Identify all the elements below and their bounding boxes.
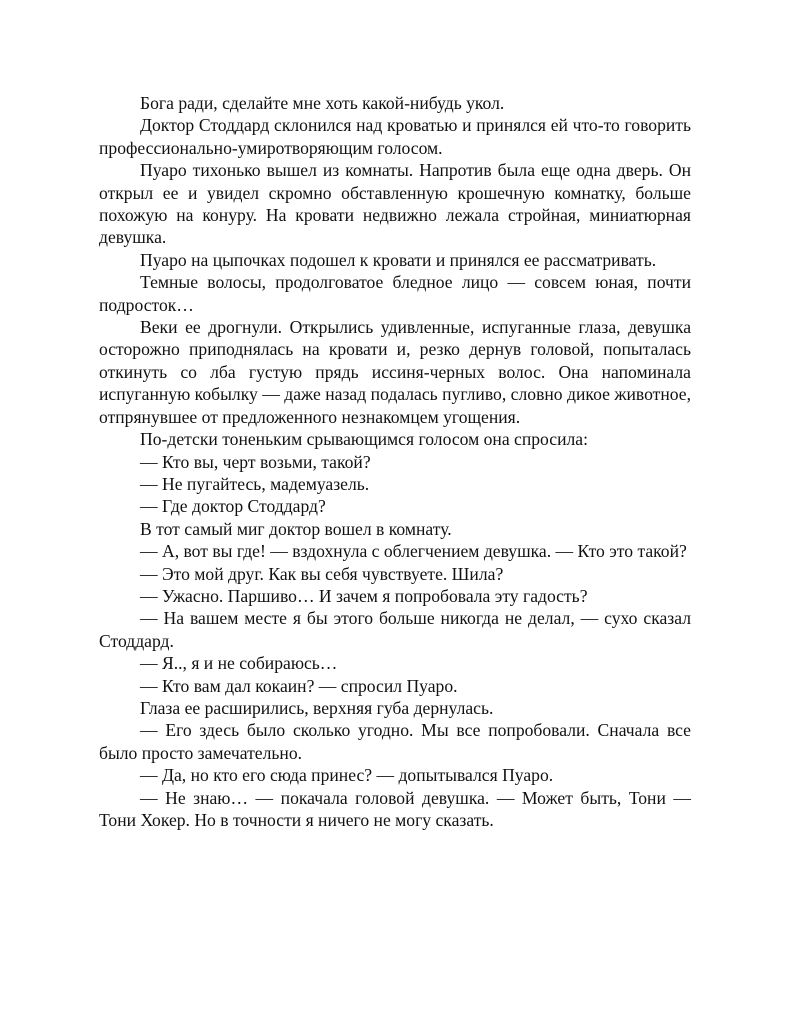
paragraph: Веки ее дрогнули. Открылись удивленные, испуганные глаза, девушка осторожно приподнялась на кровати и, резко дернув головой, попыталась откинуть со лба густую прядь иссиня-черных волос. Она напоминала испуганную кобылку — даже назад подалась пугливо, словно дикое животное, отпрянувшее от предложенного незнакомцем угощения.: [99, 317, 691, 427]
paragraph: Пуаро тихонько вышел из комнаты. Напротив была еще одна дверь. Он открыл ее и увидел скромно обставленную крошечную комнатку, больше похожую на конуру. На кровати недвижно лежала стройная, миниатюрная девушка.: [99, 160, 691, 248]
dialogue-line: — Ужасно. Паршиво… И зачем я попробовала эту гадость?: [140, 585, 588, 606]
dialogue-line: — Его здесь было сколько угодно. Мы все попробовали. Сначала все было просто замечательно.: [99, 720, 691, 763]
dialogue-line: — А, вот вы где! — вздохнула с облегчением девушка. — Кто это такой?: [140, 541, 687, 562]
dialogue-line: — Где доктор Стоддард?: [140, 496, 326, 517]
dialogue-line: — Не пугайтесь, мадемуазель.: [140, 473, 370, 494]
paragraph: Доктор Стоддард склонился над кроватью и принялся ей что-то говорить профессионально-умиротворяющим голосом.: [99, 115, 691, 158]
dialogue-line: — Да, но кто его сюда принес? — допытывался Пуаро.: [140, 765, 554, 786]
dialogue-line: — Это мой друг. Как вы себя чувствуете. Шила?: [140, 563, 504, 584]
dialogue-line: — На вашем месте я бы этого больше никогда не делал, — сухо сказал Стоддард.: [99, 608, 691, 651]
paragraph: В тот самый миг доктор вошел в комнату.: [140, 518, 452, 539]
paragraph: По-детски тоненьким срывающимся голосом она спросила:: [140, 429, 588, 450]
paragraph: Глаза ее расширились, верхняя губа дернулась.: [140, 697, 494, 718]
document-page: [99, 92, 691, 831]
dialogue-line: — Я.., я и не собираюсь…: [140, 653, 338, 674]
dialogue-line: — Кто вы, черт возьми, такой?: [140, 451, 371, 472]
paragraph: Бога ради, сделайте мне хоть какой-нибудь укол.: [140, 93, 505, 113]
dialogue-line: — Не знаю… — покачала головой девушка. — Может быть, Тони — Тони Хокер. Но в точности я ничего не могу сказать.: [99, 787, 691, 830]
paragraph: Пуаро на цыпочках подошел к кровати и принялся ее рассматривать.: [140, 249, 657, 270]
paragraph: Темные волосы, продолговатое бледное лицо — совсем юная, почти подросток…: [99, 272, 691, 315]
dialogue-line: — Кто вам дал кокаин? — спросил Пуаро.: [140, 675, 458, 696]
